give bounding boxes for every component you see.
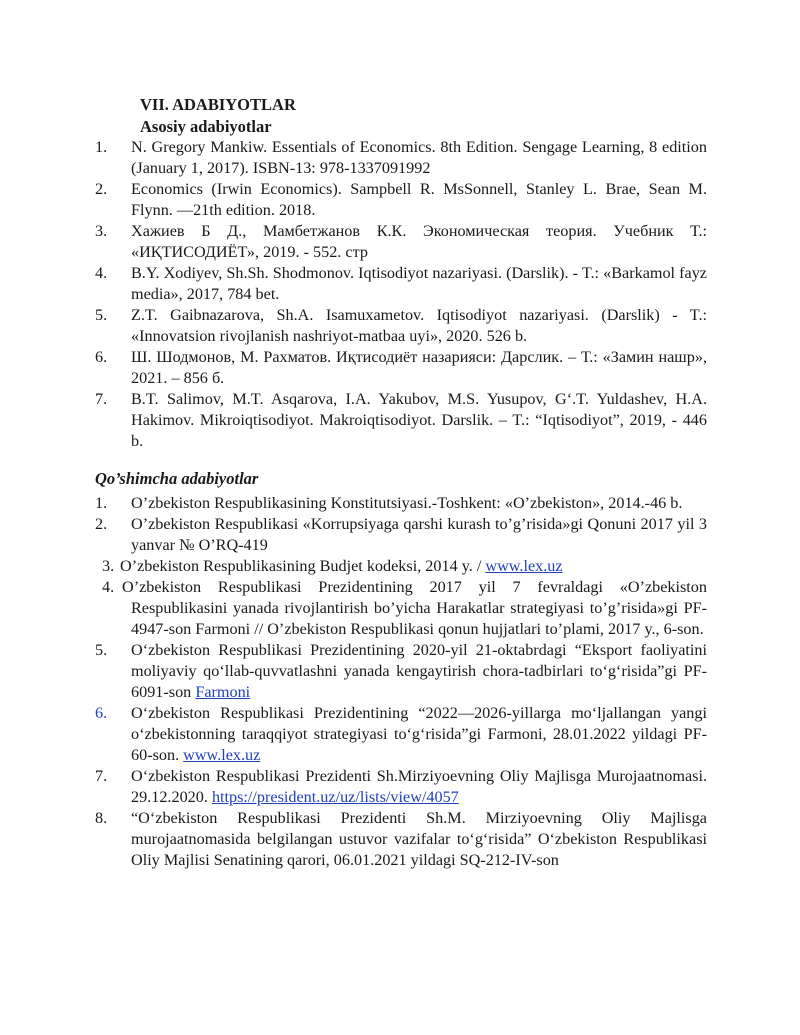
extra-literature-list <box>95 493 707 871</box>
item-number: 4. <box>102 578 115 596</box>
item-text: O‘zbekiston Respublikasi Prezidentining 2020-yil 21-oktabrdagi “Eksport faoliyatini moliyaviy qo‘llab-quvvatlashni yanada kengaytirish chora-tadbirlari to‘g‘risida”gi PF-6091-son <box>131 641 707 701</box>
list-item <box>95 640 707 703</box>
item-number: 6. <box>95 704 108 722</box>
item-number: 3. <box>95 222 108 240</box>
item-text: O‘zbekiston Respublikasi Prezidentining “2022—2026-yillarga mo‘ljallangan yangi o‘zbekistonning taraqqiyot strategiyasi to‘g‘risida”gi Farmoni, 28.01.2022 yildagi PF-60-son. <box>131 704 707 764</box>
item-text: Economics (Irwin Economics). Sampbell R. MsSonnell, Stanley L. Brae, Sean M. Flynn. —21th edition. 2018. <box>131 180 707 219</box>
item-number: 2. <box>95 515 108 533</box>
item-number: 1. <box>95 138 108 156</box>
main-literature-heading: Asosiy adabiyotlar <box>140 117 272 136</box>
list-item <box>95 347 707 389</box>
item-text: O’zbekiston Respublikasi «Korrupsiyaga qarshi kurash to’g’risida»gi Qonuni 2017 yil 3 yanvar № O’RQ-419 <box>131 515 707 554</box>
list-item <box>95 389 707 452</box>
item-text: Z.T. Gaibnazarova, Sh.A. Isamuxametov. Iqtisodiyot nazariyasi. (Darslik) - T.: «Innovatsion rivojlanish nashriyot-matbaa uyi», 2020. 526 b. <box>131 306 707 345</box>
item-text: O’zbekiston Respublikasining Konstitutsiyasi.-Toshkent: «O’zbekiston», 2014.-46 b. <box>131 494 683 512</box>
list-item <box>95 263 707 305</box>
item-text: B.Y. Xodiyev, Sh.Sh. Shodmonov. Iqtisodiyot nazariyasi. (Darslik). - T.: «Barkamol fayz media», 2017, 784 bet. <box>131 264 707 303</box>
item-number: 6. <box>95 348 108 366</box>
list-item <box>95 493 707 514</box>
item-number: 3. <box>102 557 115 575</box>
lex-uz-link[interactable]: www.lex.uz <box>485 557 563 575</box>
item-number: 5. <box>95 306 108 324</box>
item-number: 4. <box>95 264 108 282</box>
section-title: VII. ADABIYOTLAR <box>140 95 296 114</box>
item-number: 7. <box>95 390 108 408</box>
item-number: 5. <box>95 641 108 659</box>
list-item <box>95 808 707 871</box>
item-text: O‘zbekiston Respublikasi Prezidenti Sh.Mirziyoevning Oliy Majlisga Murojaatnomasi. 29.12.2020. <box>131 767 707 806</box>
list-item <box>95 703 707 766</box>
list-item <box>95 556 707 577</box>
item-number: 8. <box>95 809 108 827</box>
item-number: 1. <box>95 494 108 512</box>
extra-literature-heading: Qo’shimcha adabiyotlar <box>95 469 259 488</box>
item-text: “O‘zbekiston Respublikasi Prezidenti Sh.M. Mirziyoevning Oliy Majlisga murojaatnomasida belgilangan ustuvor vazifalar to‘g‘risida” O‘zbekiston Respublikasi Oliy Majlisi Senatining qarori, 06.01.2021 yildagi SQ-212-IV-son <box>131 809 707 869</box>
list-item <box>95 514 707 556</box>
item-text: N. Gregory Mankiw. Essentials of Economics. 8th Edition. Sengage Learning, 8 edition (January 1, 2017). ISBN-13: 978-1337091992 <box>131 138 707 177</box>
item-number: 2. <box>95 180 108 198</box>
list-item <box>95 221 707 263</box>
list-item <box>95 766 707 808</box>
lex-uz-link[interactable]: www.lex.uz <box>183 746 261 764</box>
farmoni-link[interactable]: Farmoni <box>195 683 251 701</box>
item-text: Хажиев Б Д., Мамбетжанов К.К. Экономическая теория. Учебник Т.: «ИҚТИСОДИЁТ», 2019. - 552. стр <box>131 222 707 261</box>
main-literature-list <box>95 137 707 452</box>
list-item <box>95 179 707 221</box>
list-item <box>95 305 707 347</box>
item-text: O’zbekiston Respublikasining Budjet kodeksi, 2014 y. / <box>120 557 486 575</box>
item-text: Ш. Шодмонов, М. Рахматов. Иқтисодиёт назарияси: Дарслик. – Т.: «Замин нашр», 2021. – 856 б. <box>131 348 707 387</box>
list-item <box>95 137 707 179</box>
item-text: O’zbekiston Respublikasi Prezidentining 2017 yil 7 fevraldagi «O’zbekiston Respublikasini yanada rivojlantirish bo’yicha Harakatlar strategiyasi to’g’risida»gi PF-4947-son Farmoni // O’zbekiston Respublikasi qonun hujjatlari to’plami, 2017 y., 6-son. <box>122 578 707 638</box>
item-number: 7. <box>95 767 108 785</box>
president-uz-link[interactable]: https://president.uz/uz/lists/view/4057 <box>211 788 459 806</box>
list-item <box>95 577 707 640</box>
item-text: B.T. Salimov, M.T. Asqarova, I.A. Yakubov, M.S. Yusupov, G‘.T. Yuldashev, H.A. Hakimov. Mikroiqtisodiyot. Makroiqtisodiyot. Darslik. – T.: “Iqtisodiyot”, 2019, - 446 b. <box>131 390 707 450</box>
